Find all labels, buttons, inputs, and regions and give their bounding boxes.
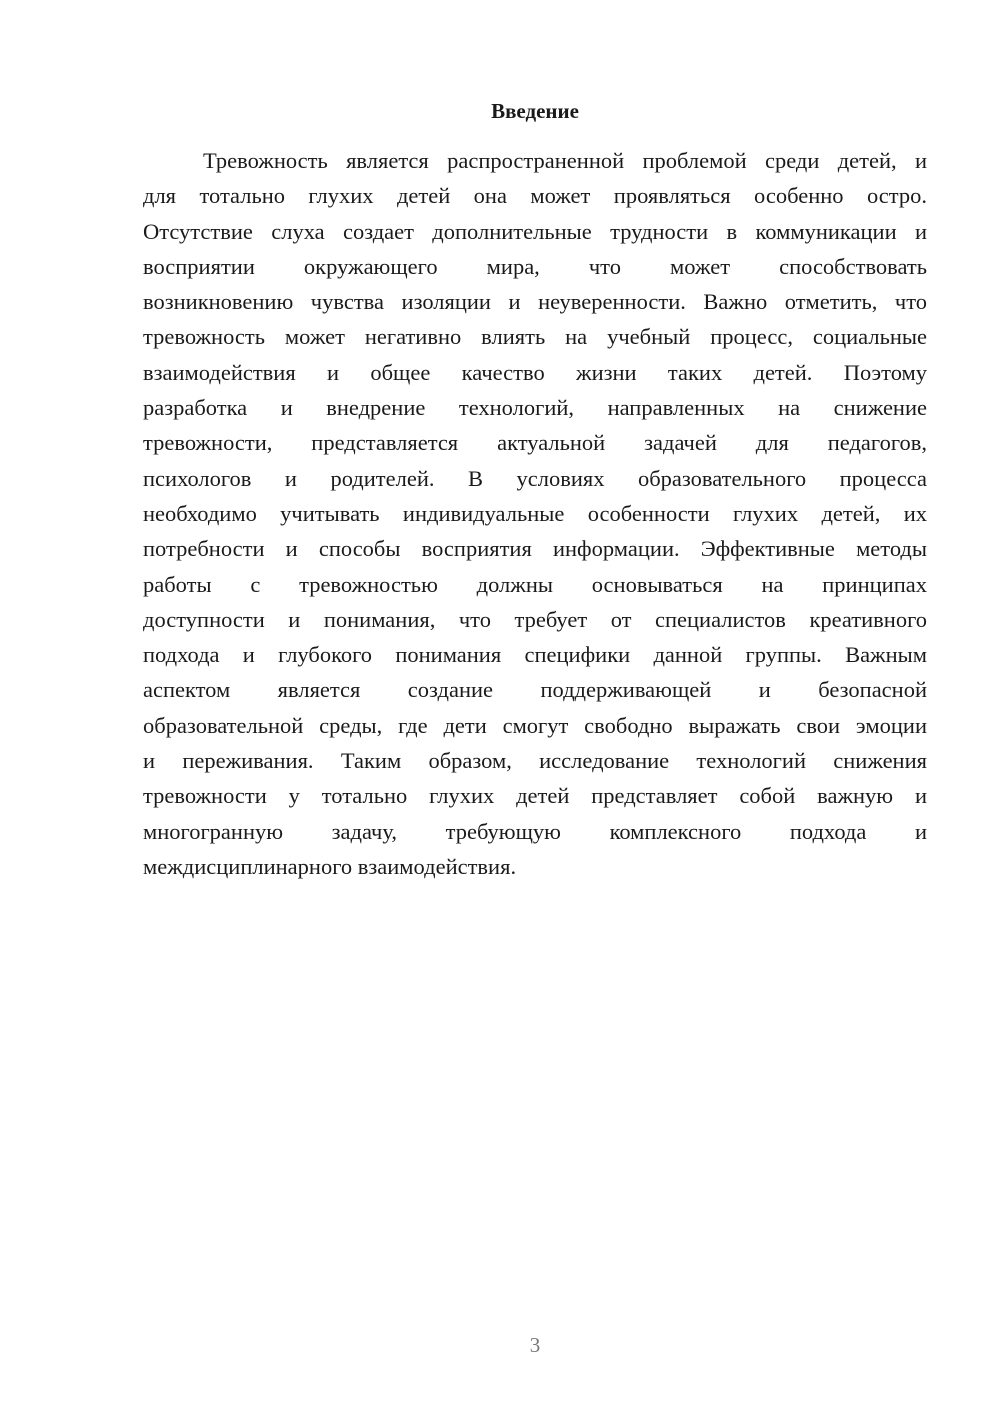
section-title: Введение (491, 99, 579, 123)
paragraph-line: работы с тревожностью должны основываться на принципах (143, 571, 927, 597)
paragraph-line: Тревожность является распространенной проблемой среди детей, и (203, 148, 927, 173)
paragraph-line: Отсутствие слуха создает дополнительные трудности в коммуникации и (143, 218, 927, 244)
paragraph-line: подхода и глубокого понимания специфики данной группы. Важным (143, 642, 927, 668)
paragraph-line: и переживания. Таким образом, исследование технологий снижения (143, 748, 927, 774)
paragraph-line: тревожности у тотально глухих детей представляет собой важную и (143, 783, 927, 809)
paragraph-line: доступности и понимания, что требует от специалистов креативного (143, 606, 927, 632)
paragraph-line: потребности и способы восприятия информации. Эффективные методы (143, 536, 927, 562)
paragraph-line: возникновению чувства изоляции и неуверенности. Важно отметить, что (143, 289, 927, 315)
paragraph-line: многогранную задачу, требующую комплексного подхода и (143, 818, 927, 844)
paragraph-line: разработка и внедрение технологий, направленных на снижение (143, 395, 927, 421)
paragraph-line: образовательной среды, где дети смогут свободно выражать свои эмоции (143, 712, 927, 738)
page-number: 3 (529, 1333, 541, 1357)
paragraph-line: тревожности, представляется актуальной задачей для педагогов, (143, 430, 927, 456)
paragraph-line: необходимо учитывать индивидуальные особенности глухих детей, их (143, 500, 927, 526)
paragraph-line: восприятии окружающего мира, что может способствовать (143, 253, 927, 279)
paragraph-line: для тотально глухих детей она может проявляться особенно остро. (143, 183, 927, 209)
paragraph-line: взаимодействия и общее качество жизни таких детей. Поэтому (143, 359, 927, 385)
body-paragraph (143, 143, 927, 884)
paragraph-line: психологов и родителей. В условиях образовательного процесса (143, 465, 927, 491)
paragraph-line: междисциплинарного взаимодействия. (143, 853, 517, 879)
paragraph-line: аспектом является создание поддерживающей и безопасной (143, 677, 927, 703)
paragraph-line: тревожность может негативно влиять на учебный процесс, социальные (143, 324, 927, 350)
